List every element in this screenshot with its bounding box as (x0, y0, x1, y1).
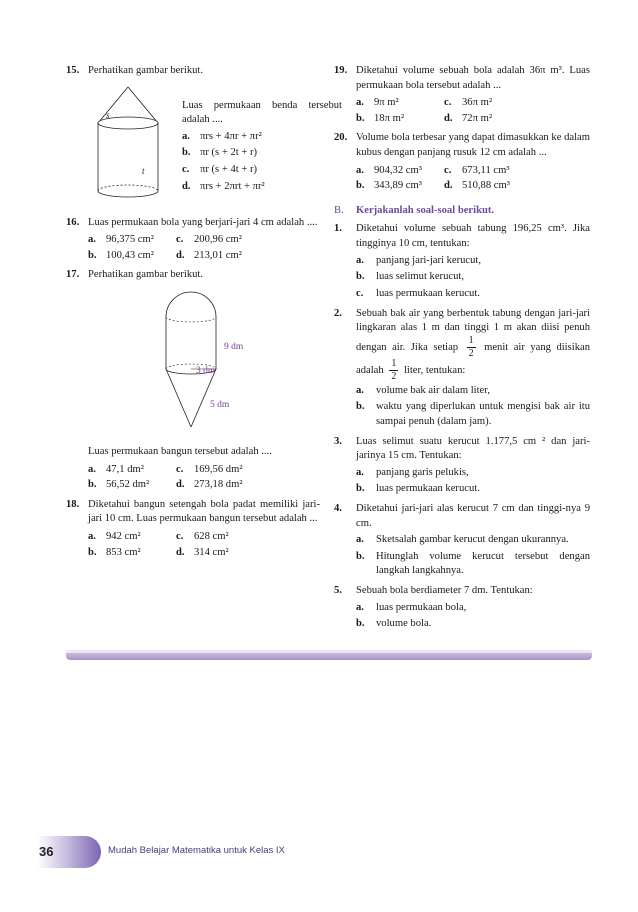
option-b[interactable]: 56,52 dm² (106, 479, 150, 491)
option-d-letter: d. (444, 112, 453, 124)
problem-3 (334, 435, 590, 497)
problem-text: Luas selimut suatu kerucut 1.177,5 cm ² dan jari-jarinya 15 cm. Tentukan: (356, 435, 590, 462)
option-d[interactable]: 72π m² (462, 112, 493, 124)
option-a[interactable]: 96,375 cm² (106, 234, 154, 246)
option-b-letter: b. (88, 479, 97, 491)
option-a-letter: a. (88, 463, 96, 475)
problem-2 (334, 307, 590, 430)
problem-number: 4. (334, 503, 342, 515)
problem-text: Diketahui volume sebuah tabung 196,25 cm³. Jika tingginya 10 cm, tentukan: (356, 223, 590, 250)
question-20 (334, 131, 590, 193)
hemisphere-cylinder-cone-diagram (138, 287, 258, 437)
option-a-letter: a. (88, 234, 96, 246)
question-text: Luas permukaan bangun tersebut adalah .... (88, 446, 272, 458)
option-d-letter: d. (176, 546, 185, 558)
option-d[interactable]: 314 cm² (194, 546, 229, 558)
question-number: 17. (66, 269, 80, 281)
question-text: Luas permukaan bola yang berjari-jari 4 cm adalah .... (88, 216, 318, 228)
option-c[interactable]: 628 cm² (194, 531, 229, 543)
answer-options (88, 530, 320, 560)
answer-options (182, 130, 342, 194)
sub-item: b. volume bola. (356, 618, 432, 630)
option-d[interactable]: 213,01 cm² (194, 249, 242, 261)
sub-item: b. waktu yang diperlukan untuk mengisi bak air itu sampai penuh (dalam jam). (356, 401, 590, 427)
option-c[interactable]: c. πr (s + 4t + r) (182, 164, 258, 176)
question-text: Diketahui bangun setengah bola padat memiliki jari-jari 10 cm. Luas permukaan bangun tersebut adalah ... (88, 498, 320, 525)
answer-options (88, 233, 320, 263)
decorative-divider-band (66, 650, 592, 660)
sub-item: c. luas permukaan kerucut. (356, 287, 480, 299)
cone-cylinder-diagram (88, 83, 168, 203)
question-15-text-block (182, 99, 342, 195)
problem-4 (334, 502, 590, 579)
option-c[interactable]: 200,96 cm² (194, 234, 242, 246)
option-c-letter: c. (176, 531, 184, 543)
option-a-letter: a. (356, 97, 364, 109)
question-19 (334, 64, 590, 126)
dim-5-label: 5 dm (210, 400, 230, 411)
problem-text: Sebuah bola berdiameter 7 dm. Tentukan: (356, 585, 533, 597)
problem-number: 3. (334, 435, 342, 447)
label-s: s (106, 109, 110, 120)
problem-text: Diketahui jari-jari alas kerucut 7 cm dan tinggi-nya 9 cm. (356, 503, 590, 529)
option-d-letter: d. (176, 479, 185, 491)
option-d[interactable]: 510,88 cm³ (462, 180, 510, 192)
section-letter: B. (334, 204, 344, 216)
answer-options (88, 463, 320, 493)
problem-number: 5. (334, 585, 342, 597)
question-18 (66, 498, 320, 560)
sub-item: a. Sketsalah gambar kerucut dengan ukurannya. (356, 534, 569, 546)
dim-9-label: 9 dm (224, 342, 244, 353)
sub-item: a. panjang jari-jari kerucut, (356, 254, 482, 266)
fraction-half: $\frac{1}{2}$ (391, 357, 397, 382)
option-d-letter: d. (444, 180, 453, 192)
sub-item: a. panjang garis pelukis, (356, 466, 469, 478)
question-text: Volume bola terbesar yang dapat dimasukkan ke dalam kubus dengan panjang rusuk 12 cm adalah ... (356, 132, 590, 159)
sub-item: b. Hitunglah volume kerucut tersebut dengan langkah langkahnya. (356, 550, 590, 577)
problem-number: 1. (334, 223, 342, 235)
sub-item: a. volume bak air dalam liter, (356, 384, 491, 396)
page-number: 36 (39, 844, 54, 860)
section-b-heading (334, 204, 590, 219)
option-a[interactable]: 47,1 dm² (106, 463, 144, 475)
option-a[interactable]: 904,32 cm³ (374, 164, 422, 176)
figure-hemisphere-cylinder-cone (88, 287, 320, 437)
option-b[interactable]: 18π m² (374, 112, 405, 124)
problem-number: 2. (334, 307, 342, 319)
book-title: Mudah Belajar Matematika untuk Kelas IX (108, 845, 285, 856)
question-number: 19. (334, 65, 348, 76)
label-t: t (142, 165, 145, 176)
sub-item: b. luas permukaan kerucut. (356, 483, 480, 495)
option-b-letter: b. (88, 249, 97, 261)
option-c-letter: c. (176, 234, 184, 246)
option-a-letter: a. (356, 164, 364, 176)
option-a-letter: a. (88, 531, 96, 543)
option-b-letter: b. (356, 180, 365, 192)
question-prompt: Perhatikan gambar berikut. (88, 269, 204, 281)
question-number: 20. (334, 132, 348, 144)
option-c[interactable]: 169,56 dm² (194, 463, 243, 475)
problem-text: Sebuah bak air yang berbentuk tabung dengan jari-jari lingkaran alas 1 m dan tinggi 1 m akan diisi penuh dengan air. Jika setiap $\frac{1}{2}$ menit air yang diisikan adalah $\frac{1}{2}$ liter, tentukan: (356, 307, 590, 382)
section-title: Kerjakanlah soal-soal berikut. (356, 204, 495, 216)
option-a[interactable]: 942 cm² (106, 531, 141, 543)
question-number: 18. (66, 498, 80, 510)
answer-options (356, 164, 590, 194)
option-b[interactable]: 100,43 cm² (106, 249, 154, 261)
question-number: 16. (66, 216, 80, 228)
fraction-half: $\frac{1}{2}$ (468, 334, 474, 359)
option-c[interactable]: 36π m² (462, 97, 493, 109)
dim-3-label: 3 dm (196, 366, 216, 377)
question-text: Luas permukaan benda tersebut adalah .... (182, 99, 342, 126)
question-number: 15. (66, 65, 80, 76)
option-c-letter: c. (444, 164, 452, 176)
option-c-letter: c. (444, 97, 452, 109)
option-b[interactable]: 343,89 cm³ (374, 180, 422, 192)
option-b[interactable]: b. πr (s + 2t + r) (182, 147, 258, 159)
option-b-letter: b. (88, 546, 97, 558)
answer-options (356, 96, 590, 126)
option-d-letter: d. (176, 249, 185, 261)
option-d[interactable]: d. πrs + 2πrt + πr² (182, 180, 265, 192)
problem-1 (334, 222, 590, 301)
problem-5 (334, 584, 590, 632)
option-a[interactable]: 9π m² (374, 97, 399, 109)
sub-item: a. luas permukaan bola, (356, 601, 467, 613)
question-16 (66, 216, 320, 264)
option-d[interactable]: 273,18 dm² (194, 479, 243, 491)
page-number-tab (37, 836, 101, 868)
right-column (334, 64, 590, 637)
question-17 (66, 268, 320, 492)
question-prompt: Perhatikan gambar berikut. (88, 65, 204, 76)
option-b[interactable]: 853 cm² (106, 546, 141, 558)
sub-item: b. luas selimut kerucut, (356, 271, 464, 283)
option-c-letter: c. (176, 463, 184, 475)
option-c[interactable]: 673,11 cm³ (462, 164, 510, 176)
question-text: Diketahui volume sebuah bola adalah 36π m³. Luas permukaan bola tersebut adalah ... (356, 65, 590, 91)
option-b-letter: b. (356, 112, 365, 124)
option-a[interactable]: a. πrs + 4πr + πr² (182, 130, 262, 142)
